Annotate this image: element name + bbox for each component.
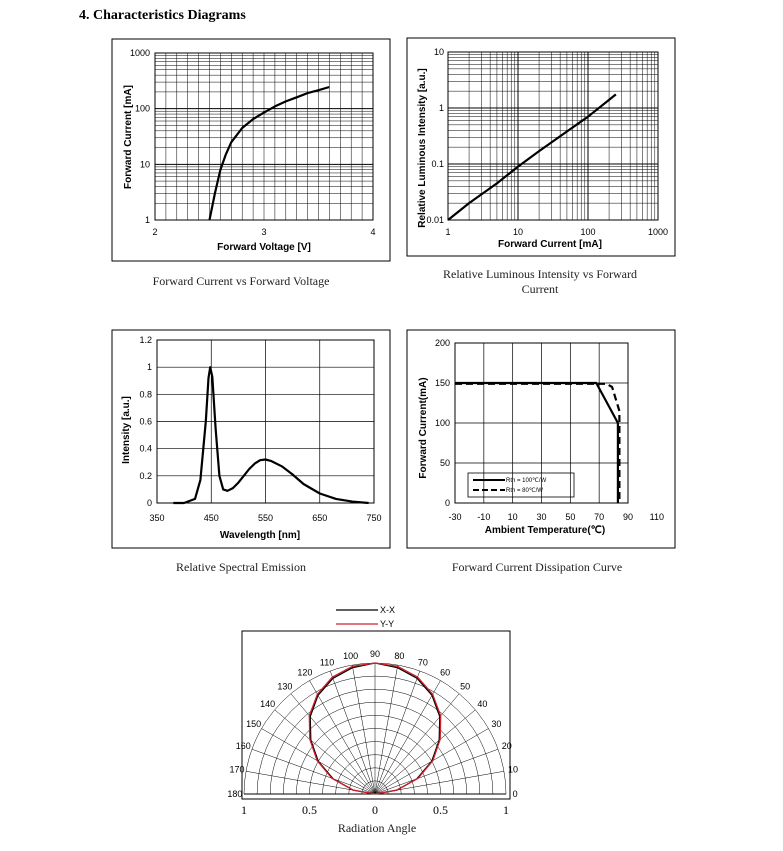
x-tick-label: 4 xyxy=(370,227,376,237)
y-tick-label: 150 xyxy=(434,378,450,388)
y-tick-label: 0 xyxy=(444,498,450,508)
angle-label: 170 xyxy=(229,764,245,775)
legend-label-series-1: Rth = 100℃/W xyxy=(506,478,547,484)
y-tick-label: 0 xyxy=(146,498,152,508)
y-tick-label: 0.8 xyxy=(139,389,152,400)
chart-caption: Forward Current vs Forward Voltage xyxy=(152,274,330,288)
y-tick-label: 50 xyxy=(439,458,450,468)
grid xyxy=(155,53,373,220)
chart-caption-line-2: Current xyxy=(521,282,559,296)
angle-label: 80 xyxy=(394,650,405,661)
radial-tick-label: 0.5 xyxy=(433,803,448,817)
angle-label: 20 xyxy=(501,741,512,752)
x-tick-label: 550 xyxy=(257,513,274,523)
y-tick-label: 1 xyxy=(144,215,150,225)
angle-label: 100 xyxy=(343,650,359,661)
y-tick-label: 10 xyxy=(139,159,150,170)
y-tick-label: 10 xyxy=(433,47,444,57)
x-tick-label: 3 xyxy=(261,227,267,237)
y-axis-label: Relative Luminous Intensity [a.u.] xyxy=(417,68,428,228)
x-tick-label: 110 xyxy=(649,512,665,522)
angle-label: 40 xyxy=(477,698,488,709)
x-axis-label: Forward Current [mA] xyxy=(498,239,602,250)
x-axis-label: Forward Voltage [V] xyxy=(217,242,311,253)
chart-caption: Relative Spectral Emission xyxy=(176,560,306,574)
y-tick-label: 100 xyxy=(134,103,150,114)
angle-label: 70 xyxy=(417,657,428,668)
chart-caption-line-1: Relative Luminous Intensity vs Forward xyxy=(443,267,637,281)
x-axis-label: Wavelength [nm] xyxy=(219,530,301,541)
y-axis-label: Forward Current(mA) xyxy=(418,377,429,479)
radial-tick-label: 0 xyxy=(372,803,378,817)
angle-label: 50 xyxy=(460,681,471,692)
series-line xyxy=(173,367,368,503)
legend-label: Y-Y xyxy=(380,619,395,629)
series-line-2 xyxy=(455,384,619,503)
angle-label: 110 xyxy=(319,657,335,668)
series-line-1 xyxy=(455,383,618,503)
grid xyxy=(157,340,374,503)
grid-radial xyxy=(275,710,375,794)
chart-caption: Radiation Angle xyxy=(337,821,417,835)
y-tick-label: 0.4 xyxy=(139,443,152,454)
y-axis-label: Intensity [a.u.] xyxy=(121,396,132,464)
x-axis-label: Ambient Temperature(℃) xyxy=(484,525,606,536)
series-line xyxy=(210,87,330,220)
radial-tick-label: 1 xyxy=(241,803,247,817)
angle-label: 30 xyxy=(491,718,502,729)
x-tick-label: 450 xyxy=(203,513,219,523)
y-tick-label: 100 xyxy=(434,418,450,428)
y-axis-label: Forward Current [mA] xyxy=(123,85,134,189)
y-tick-label: 1000 xyxy=(129,48,150,58)
x-tick-label: 100 xyxy=(580,227,596,237)
x-tick-label: 1000 xyxy=(647,227,669,237)
x-tick-label: 2 xyxy=(152,227,158,237)
y-tick-label: 1.2 xyxy=(139,335,152,345)
legend-label: X-X xyxy=(380,605,396,615)
x-tick-label: -30 xyxy=(448,512,462,522)
y-tick-label: 0.01 xyxy=(426,215,444,225)
x-tick-label: 30 xyxy=(536,512,547,522)
y-tick-label: 200 xyxy=(434,338,450,348)
y-tick-label: 0.2 xyxy=(139,470,152,481)
x-tick-label: -10 xyxy=(477,512,491,522)
angle-label: 140 xyxy=(260,698,276,709)
angle-label: 90 xyxy=(369,648,381,659)
legend xyxy=(336,605,395,629)
chart-spectral-emission xyxy=(112,330,390,574)
x-tick-label: 90 xyxy=(622,512,634,522)
radial-tick-label: 1 xyxy=(503,803,509,817)
y-tick-label: 1 xyxy=(438,103,444,113)
page-title: 4. Characteristics Diagrams xyxy=(79,8,246,23)
y-tick-label: 0.1 xyxy=(431,159,444,169)
chart-dissipation-curve xyxy=(407,330,675,574)
x-tick-label: 650 xyxy=(312,513,328,523)
legend-label-series-2: Rth = 80℃/W xyxy=(506,488,543,494)
radial-tick-label: 0.5 xyxy=(302,803,317,817)
y-tick-label: 1 xyxy=(146,362,152,373)
chart-radiation-angle xyxy=(227,605,518,835)
x-tick-label: 50 xyxy=(565,512,576,522)
chart-caption: Forward Current Dissipation Curve xyxy=(451,560,623,574)
angle-label: 10 xyxy=(508,764,519,775)
x-tick-label: 750 xyxy=(366,513,382,523)
angle-label: 0 xyxy=(512,789,518,799)
chart-luminous-intensity-vs-current xyxy=(407,38,675,296)
angle-label: 60 xyxy=(440,667,451,678)
x-tick-label: 1 xyxy=(445,227,451,237)
angle-label: 160 xyxy=(235,741,251,752)
chart-forward-current-vs-voltage xyxy=(112,39,390,288)
y-tick-label: 0.6 xyxy=(139,416,152,427)
x-tick-label: 350 xyxy=(149,513,165,523)
grid-radial xyxy=(375,710,475,794)
angle-label: 120 xyxy=(297,667,313,678)
x-tick-label: 10 xyxy=(507,512,518,522)
angle-label: 130 xyxy=(277,681,293,692)
angle-label: 180 xyxy=(227,789,243,799)
x-tick-label: 70 xyxy=(594,512,605,522)
x-tick-label: 10 xyxy=(512,227,524,237)
angle-label: 150 xyxy=(246,718,262,729)
